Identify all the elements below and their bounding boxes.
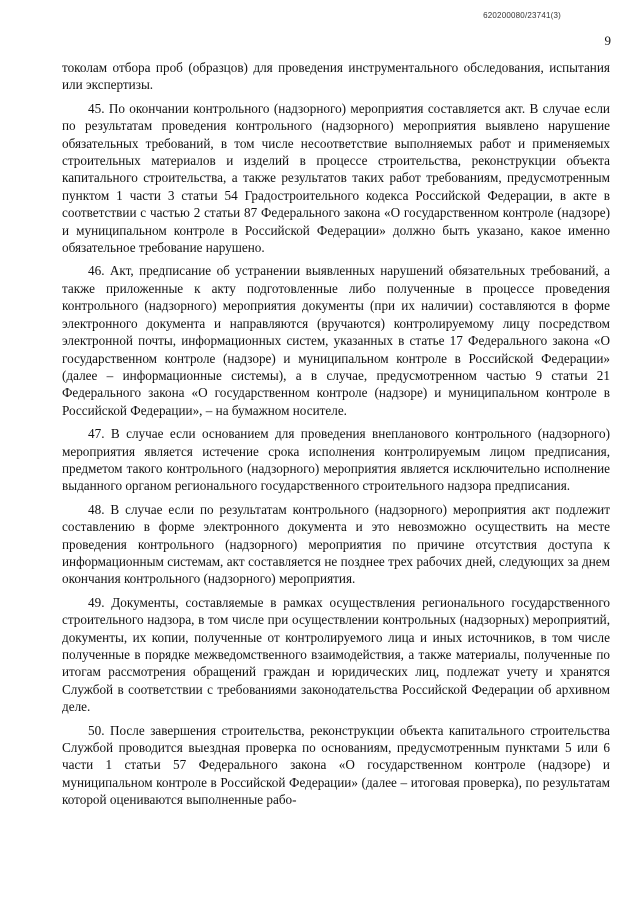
paragraph-50: 50. После завершения строительства, реконструкции объекта капитального строительства Службой проводится выездная проверка по основаниям, предусмотренным пунктами 5 или 6 части 1 статьи 57 Федерального закона «О государственном контроле (надзоре) и муниципальном контроле в Российской Федерации» (далее – итоговая проверка), по результатам которой оцениваются выполненные рабо- [62, 722, 610, 808]
paragraph-49: 49. Документы, составляемые в рамках осуществления регионального государственного строительного надзора, в том числе при осуществлении контрольных (надзорных) мероприятий, документы, их копии, полученные от контролируемого лица и иных источников, в том числе полученные в порядке межведомственного взаимодействия, а также материалы, полученные по итогам рассмотрения обращений граждан и юридических лиц, подлежат учету и хранятся Службой в соответствии с требованиями законодательства Российской Федерации об архивном деле. [62, 594, 610, 715]
document-id: 620200080/23741(3) [483, 11, 561, 20]
paragraph-45: 45. По окончании контрольного (надзорного) мероприятия составляется акт. В случае если по результатам проведения контрольного (надзорного) мероприятия выявлено нарушение обязательных требований, в том числе несоответствие выполняемых работ и применяемых строительных материалов и изделий в процессе строительства, реконструкции объекта капитального строительства, а также результатов таких работ требованиям, предусмотренным пунктом 1 части 3 статьи 54 Градостроительного кодекса Российской Федерации, в акте в соответствии с частью 2 статьи 87 Федерального закона «О государственном контроле (надзоре) и муниципальном контроле в Российской Федерации» должно быть указано, какое именно обязательное требование нарушено. [62, 100, 610, 256]
page-number: 9 [604, 33, 611, 48]
paragraph-48: 48. В случае если по результатам контрольного (надзорного) мероприятия акт подлежит составлению в форме электронного документа и это невозможно осуществить на месте проведения контрольного (надзорного) мероприятия по причине отсутствия доступа к информационным системам, акт составляется не позднее трех рабочих дней, следующих за днем окончания контрольного (надзорного) мероприятия. [62, 501, 610, 587]
document-body [62, 59, 610, 815]
paragraph-continuation: токолам отбора проб (образцов) для проведения инструментального обследования, испытания или экспертизы. [62, 60, 610, 93]
paragraph-46: 46. Акт, предписание об устранении выявленных нарушений обязательных требований, а также приложенные к акту подготовленные либо полученные в процессе проведения контрольного (надзорного) мероприятия документы (при их наличии) составляются в форме электронного документа и направляются (вручаются) контролируемому лицу посредством электронной почты, информационных систем, указанных в статье 17 Федерального закона «О государственном контроле (надзоре) и муниципальном контроле в Российской Федерации» (далее – информационные системы), а в случае, предусмотренном частью 9 статьи 21 Федерального закона «О государственном контроле (надзоре) и муниципальном контроле в Российской Федерации», – на бумажном носителе. [62, 263, 610, 418]
paragraph-47: 47. В случае если основанием для проведения внепланового контрольного (надзорного) мероприятия является истечение срока исполнения контролируемым лицом предписания, предметом такого контрольного (надзорного) мероприятия является исключительно исполнение выданного органом регионального государственного строительного надзора предписания. [62, 426, 610, 494]
